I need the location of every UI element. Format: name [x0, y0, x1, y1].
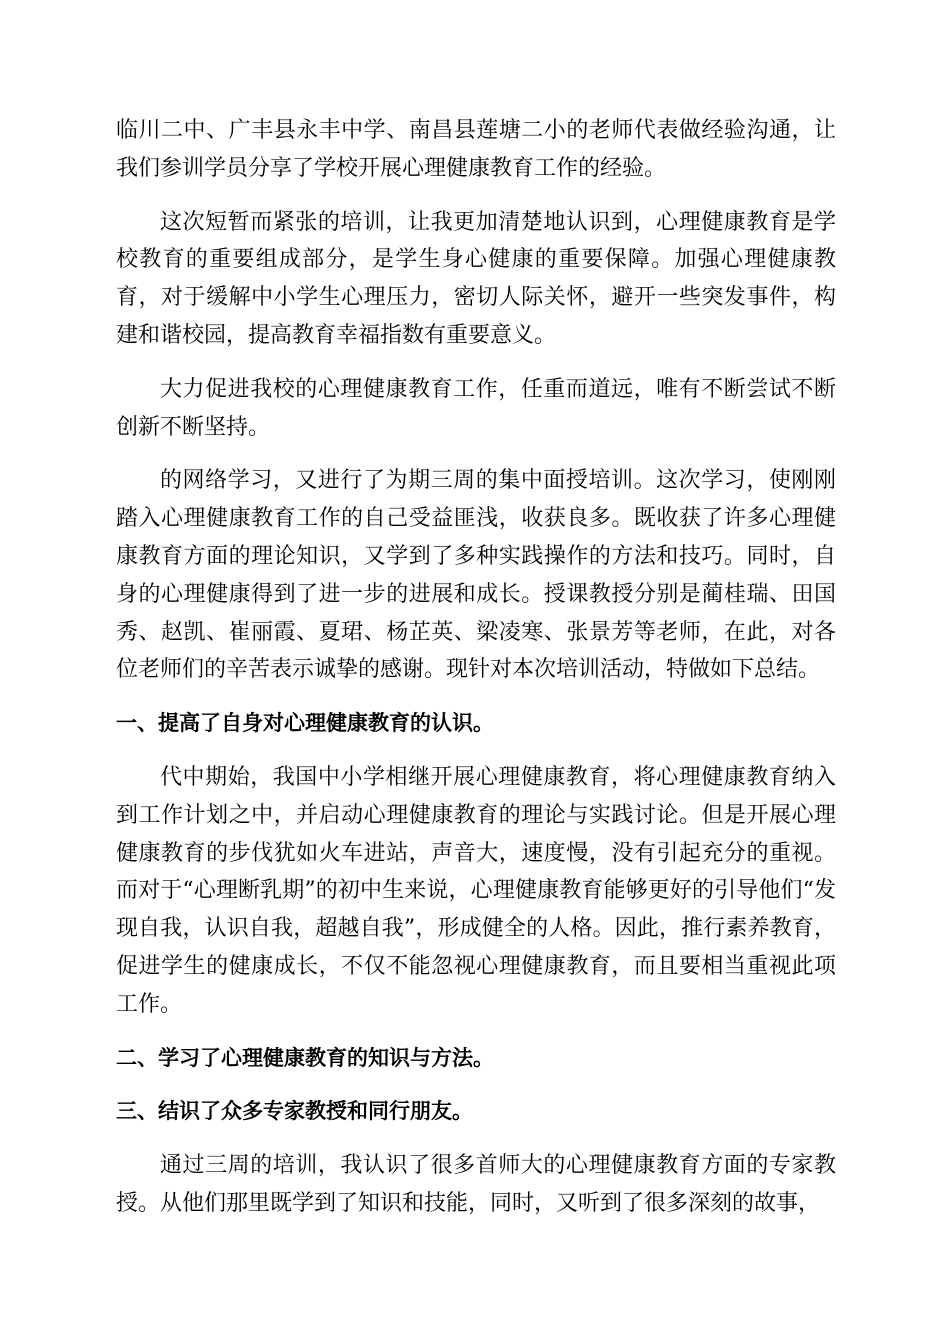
paragraph-6: 通过三周的培训，我认识了很多首师大的心理健康教育方面的专家教授。从他们那里既学到了知识和技能，同时，又听到了很多深刻的故事，	[116, 1153, 836, 1216]
section-heading-3: 三、结识了众多专家教授和同行朋友。	[116, 1099, 473, 1124]
paragraph-4: 的网络学习，又进行了为期三周的集中面授培训。这次学习，使刚刚踏入心理健康教育工作的自己受益匪浅，收获良多。既收获了许多心理健康教育方面的理论知识，又学到了多种实践操作的方法和技巧。同时，自身的心理健康得到了进一步的进展和成长。授课教授分别是蔺桂瑞、田国秀、赵凯、崔丽霞、夏珺、杨芷英、梁凌寒、张景芳等老师，在此，对各位老师们的辛苦表示诚挚的感谢。现针对本次培训活动，特做如下总结。	[116, 468, 836, 683]
paragraph-5: 代中期始，我国中小学相继开展心理健康教育，将心理健康教育纳入到工作计划之中，并启动心理健康教育的理论与实践讨论。但是开展心理健康教育的步伐犹如火车进站，声音大，速度慢，没有引起充分的重视。而对于“心理断乳期”的初中生来说，心理健康教育能够更好的引导他们“发现自我，认识自我，超越自我”，形成健全的人格。因此，推行素养教育，促进学生的健康成长，不仅不能忽视心理健康教育，而且要相当重视此项工作。	[116, 764, 836, 1017]
document-body	[116, 112, 836, 1239]
paragraph-3: 大力促进我校的心理健康教育工作，任重而道远，唯有不断尝试不断创新不断坚持。	[116, 376, 836, 440]
section-heading-1: 一、提高了自身对心理健康教育的认识。	[116, 711, 494, 736]
section-heading-2: 二、学习了心理健康教育的知识与方法。	[116, 1045, 494, 1070]
paragraph-2: 这次短暂而紧张的培训，让我更加清楚地认识到，心理健康教育是学校教育的重要组成部分，是学生身心健康的重要保障。加强心理健康教育，对于缓解中小学生心理压力，密切人际关怀，避开一些突发事件，构建和谐校园，提高教育幸福指数有重要意义。	[116, 209, 836, 348]
paragraph-1: 临川二中、广丰县永丰中学、南昌县莲塘二小的老师代表做经验沟通，让我们参训学员分享了学校开展心理健康教育工作的经验。	[116, 118, 836, 181]
